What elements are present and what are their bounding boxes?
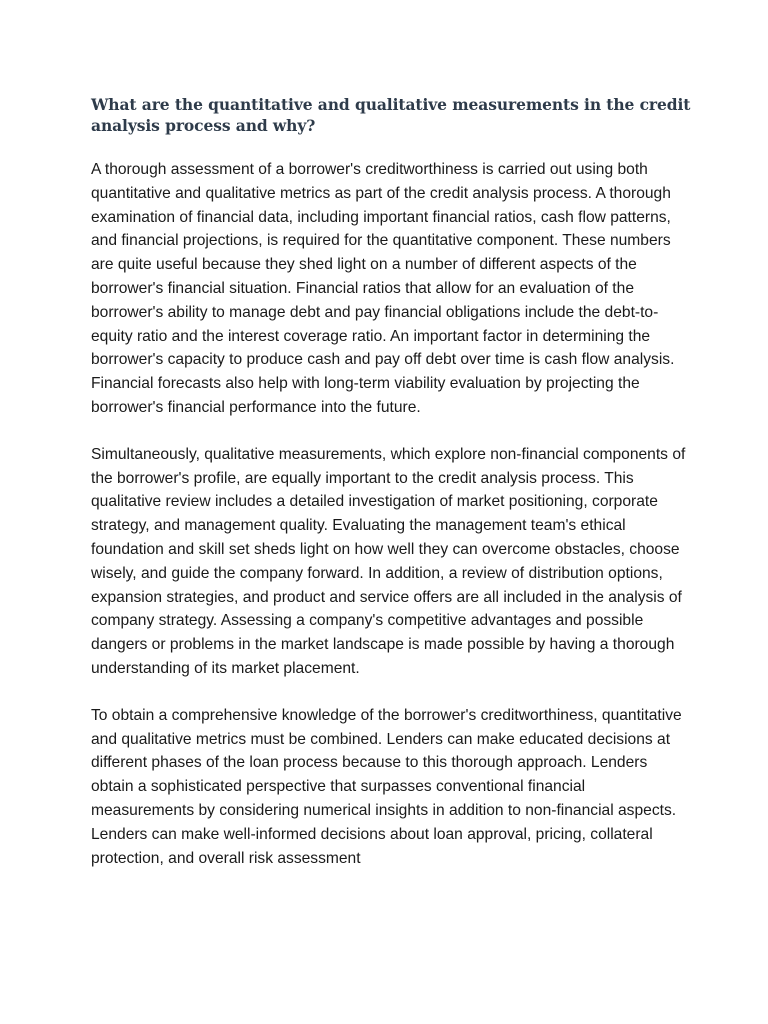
paragraph-quantitative: A thorough assessment of a borrower's creditworthiness is carried out using both quantitative and qualitative metrics as part of the credit analysis process. A thorough examination of financial data, including important financial ratios, cash flow patterns, and financial projections, is required for the quantitative component. These numbers are quite useful because they shed light on a number of different aspects of the borrower's financial situation. Financial ratios that allow for an evaluation of the borrower's ability to manage debt and pay financial obligations include the debt-to-equity ratio and the interest coverage ratio. An important factor in determining the borrower's capacity to produce cash and pay off debt over time is cash flow analysis. Financial forecasts also help with long-term viability evaluation by projecting the borrower's financial performance into the future. <box>91 161 675 416</box>
document-title: What are the quantitative and qualitative measurements in the credit analysis process and why? <box>91 95 691 135</box>
paragraph-qualitative: Simultaneously, qualitative measurements, which explore non-financial components of the borrower's profile, are equally important to the credit analysis process. This qualitative review includes a detailed investigation of market positioning, corporate strategy, and management quality. Evaluating the management team's ethical foundation and skill set sheds light on how well they can overcome obstacles, choose wisely, and guide the company forward. In addition, a review of distribution options, expansion strategies, and product and service offers are all included in the analysis of company strategy. Assessing a company's competitive advantages and possible dangers or problems in the market landscape is made possible by having a thorough understanding of its market placement. <box>91 445 686 677</box>
document-body <box>91 94 691 893</box>
paragraph-combined: To obtain a comprehensive knowledge of the borrower's creditworthiness, quantitative and qualitative metrics must be combined. Lenders can make educated decisions at different phases of the loan process because to this thorough approach. Lenders obtain a sophisticated perspective that surpasses conventional financial measurements by considering numerical insights in addition to non-financial aspects. Lenders can make well-informed decisions about loan approval, pricing, collateral protection, and overall risk assessment <box>91 706 682 867</box>
